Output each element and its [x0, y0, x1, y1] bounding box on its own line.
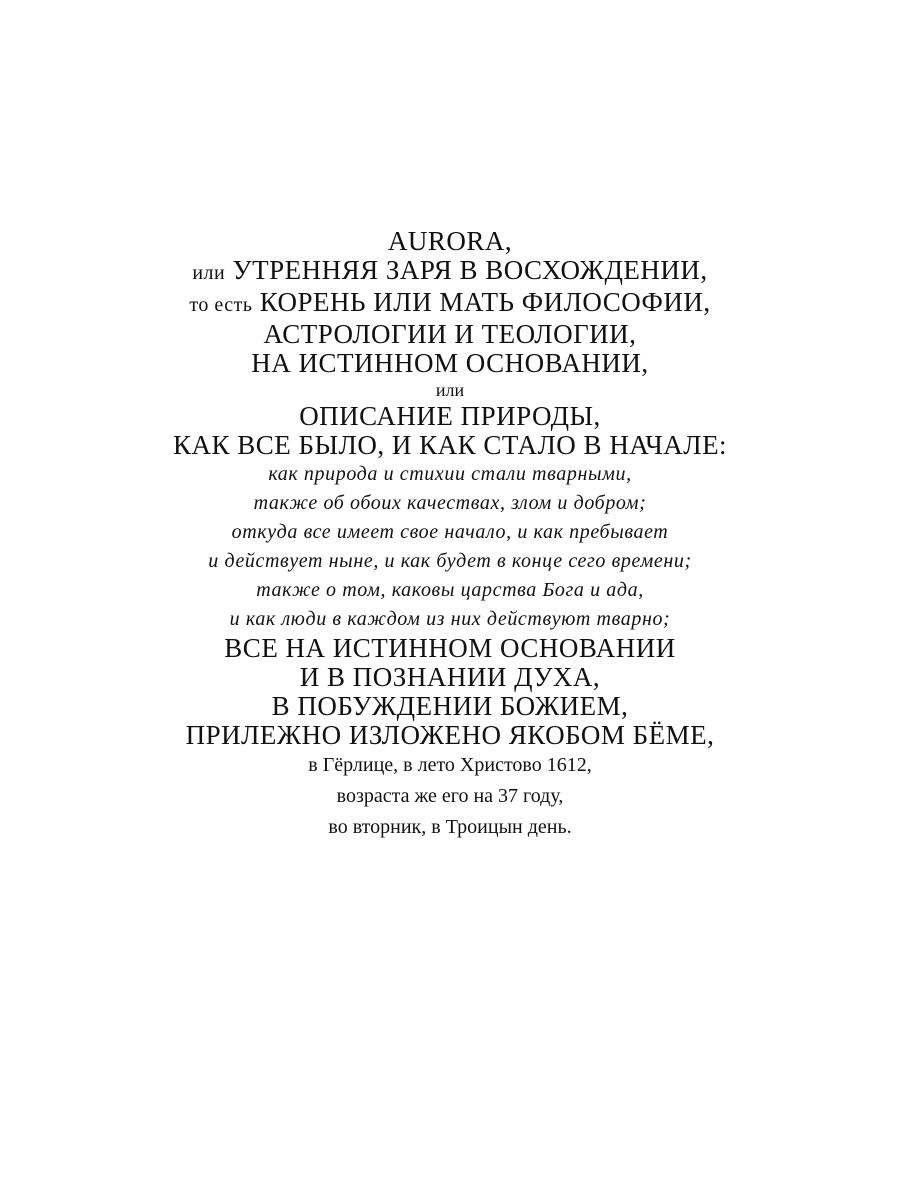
italic-line-3: откуда все имеет свое начало, и как пребывает	[231, 521, 669, 543]
caps-line-author: ПРИЛЕЖНО ИЗЛОЖЕНО ЯКОБОМ БЁМЕ,	[185, 720, 715, 750]
caps-line-3: В ПОБУЖДЕНИИ БОЖИЕМ,	[271, 691, 629, 721]
subtitle-caps-root-or-mother: КОРЕНЬ ИЛИ МАТЬ ФИЛОСОФИИ,	[259, 287, 711, 317]
subtitle-true-foundation: НА ИСТИННОМ ОСНОВАНИИ,	[251, 348, 649, 378]
title-aurora: AURORA,	[387, 226, 513, 256]
subtitle-line-root-or-mother	[0, 288, 900, 320]
imprint-day: во вторник, в Троицын день.	[328, 816, 572, 838]
imprint-place-year: в Гёрлице, в лето Христово 1612,	[308, 754, 592, 776]
subtitle-caps-morning-dawn: УТРЕННЯЯ ЗАРЯ В ВОСХОЖДЕНИИ,	[232, 255, 708, 285]
prefix-to-est: то есть	[189, 294, 253, 316]
subtitle-astrology-theology: АСТРОЛОГИИ И ТЕОЛОГИИ,	[263, 319, 637, 349]
imprint-age: возраста же его на 37 году,	[336, 785, 564, 807]
prefix-ili: или	[192, 262, 226, 284]
italic-line-1: как природа и стихии стали тварными,	[268, 463, 632, 485]
italic-line-2: также об обоих качествах, злом и добром;	[253, 492, 647, 514]
italic-line-4: и действует ныне, и как будет в конце сего времени;	[208, 550, 692, 572]
conjunction-ili: или	[435, 380, 465, 400]
italic-line-6: и как люди в каждом из них действуют тварно;	[229, 608, 671, 630]
caps-line-1: ВСЕ НА ИСТИННОМ ОСНОВАНИИ	[224, 633, 676, 663]
title-page	[0, 227, 900, 843]
subtitle-how-all-was: КАК ВСЕ БЫЛО, И КАК СТАЛО В НАЧАЛЕ:	[172, 430, 728, 460]
subtitle-description-of-nature: ОПИСАНИЕ ПРИРОДЫ,	[299, 401, 601, 431]
caps-line-2: И В ПОЗНАНИИ ДУХА,	[299, 662, 601, 692]
subtitle-line-morning-dawn	[0, 256, 900, 288]
italic-line-5: также о том, каковы царства Бога и ада,	[256, 579, 644, 601]
